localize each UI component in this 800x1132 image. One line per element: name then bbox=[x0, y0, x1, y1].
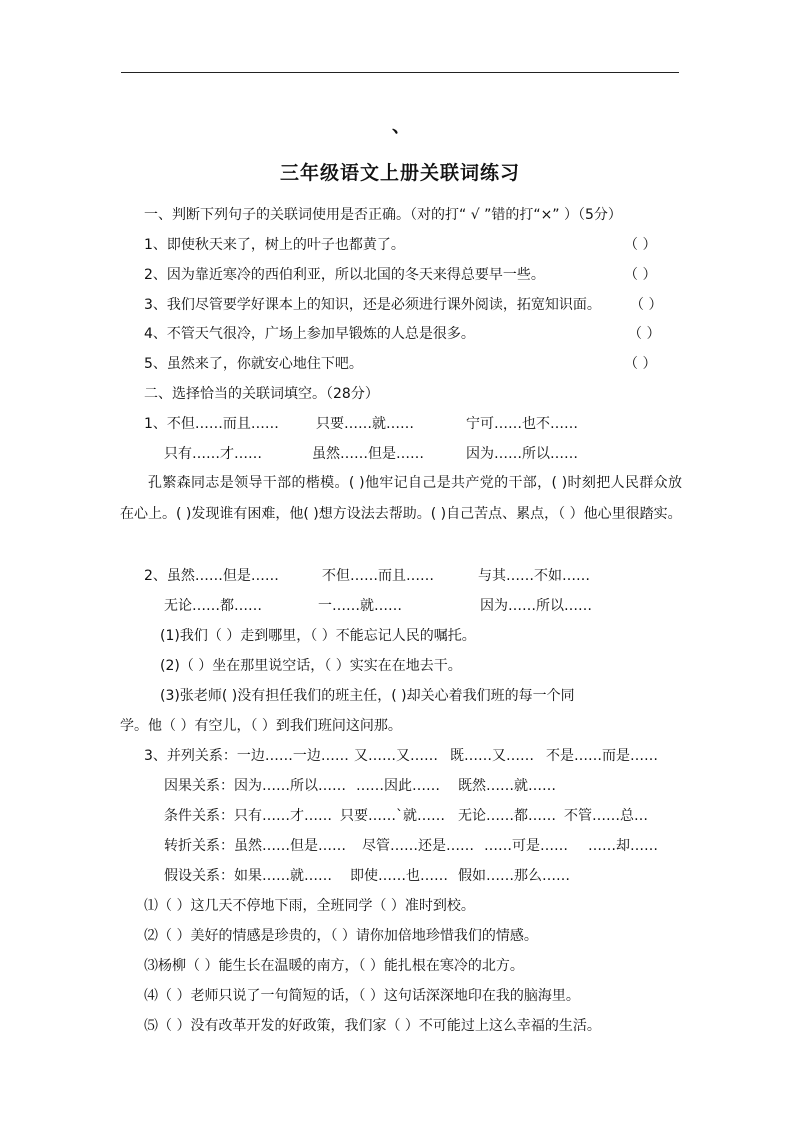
q1-option-row1 bbox=[144, 414, 578, 434]
q3-relation-row-4 bbox=[164, 836, 658, 856]
q3-relation-row-1 bbox=[144, 746, 658, 766]
relation-item: 不是……而是…… bbox=[546, 748, 658, 764]
option-item: 虽然……但是…… bbox=[312, 446, 424, 462]
relation-item: 既……又…… bbox=[450, 748, 534, 764]
option-item: 只有……才…… bbox=[164, 446, 262, 462]
judge-item-4: 4、不管天气很冷，广场上参加早锻炼的人总是很多。 bbox=[144, 326, 475, 342]
section1-heading: 一、判断下列句子的关联词使用是否正确。（对的打“ √ ”错的打“×” ）（5分） bbox=[144, 207, 622, 223]
option-item: 宁可……也不…… bbox=[466, 416, 578, 432]
relation-item: 即使……也…… bbox=[350, 868, 448, 884]
relation-item: ……却…… bbox=[588, 838, 658, 854]
q2-sentence-1: (1)我们（ ）走到哪里，（ ）不能忘记人民的嘱托。 bbox=[160, 628, 476, 644]
judge-item-2: 2、因为靠近寒冷的西伯利亚，所以北国的冬天来得总要早一些。 bbox=[144, 267, 545, 283]
option-item: 因为……所以…… bbox=[466, 446, 578, 462]
section2-heading: 二、选择恰当的关联词填空。（28分） bbox=[144, 386, 379, 402]
option-item: 无论……都…… bbox=[164, 598, 262, 614]
relation-item: 既然……就…… bbox=[458, 778, 556, 794]
relation-item: 3、并列关系：一边……一边…… bbox=[144, 748, 349, 764]
judge-blank-2[interactable]: （ ） bbox=[624, 267, 657, 283]
option-item: 1、不但……而且…… bbox=[144, 416, 279, 432]
option-item: 2、虽然……但是…… bbox=[144, 568, 279, 584]
q3-relation-row-3 bbox=[164, 806, 648, 826]
option-item: 一……就…… bbox=[318, 598, 402, 614]
q2-option-row2 bbox=[164, 596, 592, 616]
q3-sentence-4: ⑷（ ）老师只说了一句简短的话，（ ）这句话深深地印在我的脑海里。 bbox=[144, 988, 580, 1004]
judge-blank-4[interactable]: （ ） bbox=[628, 326, 661, 342]
relation-item: ……可是…… bbox=[484, 838, 568, 854]
judge-blank-1[interactable]: （ ） bbox=[624, 237, 657, 253]
q2-sentence-3-cont: 学。他（ ）有空儿，（ ）到我们班问这问那。 bbox=[120, 718, 402, 734]
judge-item-5: 5、虽然来了，你就安心地住下吧。 bbox=[144, 356, 363, 372]
q1-paragraph: 孔繁森同志是领导干部的楷模。( )他牢记自己是共产党的干部，( )时刻把人民群众放在心上。( )发现谁有困难，他( )想方设法去帮助。( )自己苦点、累点，（ ）他心里很踏实。 bbox=[120, 475, 682, 522]
option-item: 不但……而且…… bbox=[322, 568, 434, 584]
q3-relation-row-5 bbox=[164, 866, 570, 886]
q3-sentence-5: ⑸（ ）没有改革开发的好政策，我们家（ ）不可能过上这么幸福的生活。 bbox=[144, 1018, 601, 1034]
q2-sentence-3: (3)张老师( )没有担任我们的班主任，( )却关心着我们班的每一个同 bbox=[160, 688, 575, 704]
relation-item: 假设关系：如果……就…… bbox=[164, 868, 332, 884]
judge-blank-3[interactable]: （ ） bbox=[630, 297, 663, 313]
q3-sentence-3: ⑶杨柳（ ）能生长在温暖的南方，（ ）能扎根在寒冷的北方。 bbox=[144, 958, 524, 974]
page-title: 三年级语文上册关联词练习 bbox=[279, 162, 520, 184]
q2-option-row1 bbox=[144, 566, 590, 586]
header-mark: 、 bbox=[392, 116, 410, 137]
q3-relation-row-2 bbox=[164, 776, 556, 796]
judge-item-3: 3、我们尽管要学好课本上的知识，还是必须进行课外阅读，拓宽知识面。 bbox=[144, 297, 601, 313]
option-item: 因为……所以…… bbox=[480, 598, 592, 614]
q1-option-row2 bbox=[164, 444, 578, 464]
judge-item-1: 1、即使秋天来了，树上的叶子也都黄了。 bbox=[144, 237, 405, 253]
relation-item: 无论……都…… bbox=[458, 808, 556, 824]
q3-sentence-2: ⑵（ ）美好的情感是珍贵的，（ ）请你加倍地珍惜我们的情感。 bbox=[144, 928, 538, 944]
relation-item: 假如……那么…… bbox=[458, 868, 570, 884]
relation-item: ……因此…… bbox=[356, 778, 440, 794]
option-item: 只要……就…… bbox=[316, 416, 414, 432]
judge-blank-5[interactable]: （ ） bbox=[624, 356, 657, 372]
q2-sentence-2: (2)（ ）坐在那里说空话，（ ）实实在在地去干。 bbox=[160, 658, 462, 674]
header-rule bbox=[121, 72, 679, 73]
relation-item: 不管……总… bbox=[564, 808, 648, 824]
relation-item: 尽管……还是…… bbox=[362, 838, 474, 854]
relation-item: 转折关系：虽然……但是…… bbox=[164, 838, 346, 854]
relation-item: 因果关系：因为……所以…… bbox=[164, 778, 346, 794]
option-item: 与其……不如…… bbox=[478, 568, 590, 584]
relation-item: 又……又…… bbox=[354, 748, 438, 764]
q3-sentence-1: ⑴（ ）这几天不停地下雨，全班同学（ ）准时到校。 bbox=[144, 898, 475, 914]
relation-item: 条件关系：只有……才…… bbox=[164, 808, 332, 824]
relation-item: 只要……`就…… bbox=[340, 808, 445, 824]
